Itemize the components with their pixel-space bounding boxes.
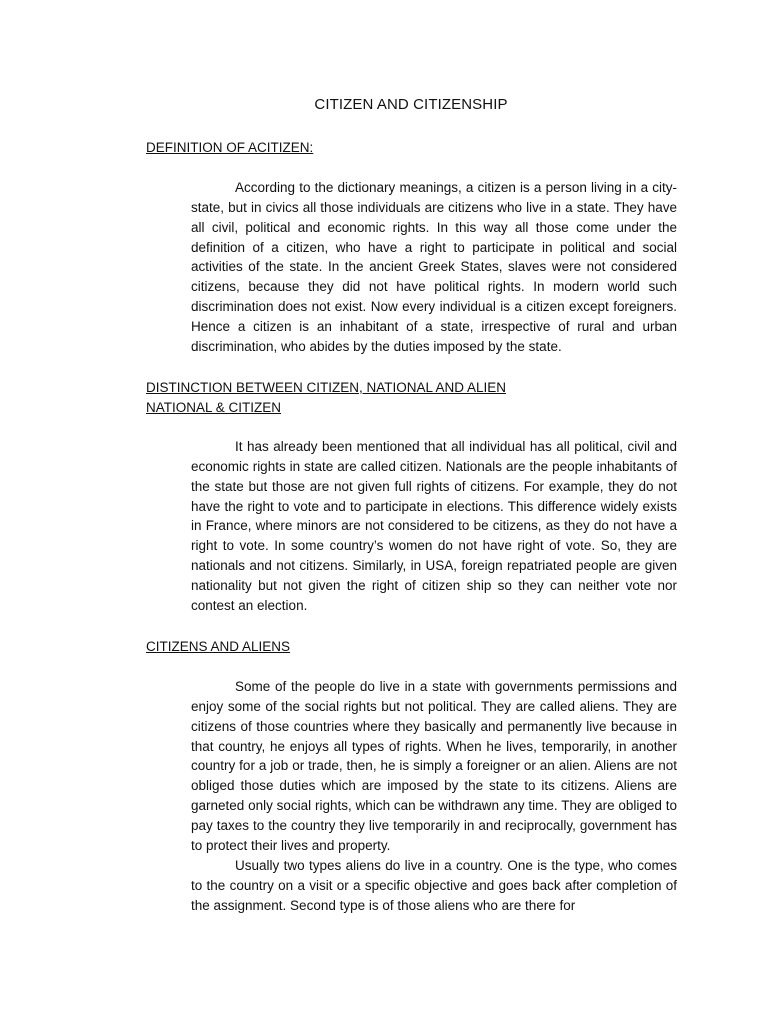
section-heading-distinction: DISTINCTION BETWEEN CITIZEN, NATIONAL AND ALIEN NATIONAL & CITIZEN (146, 380, 507, 415)
paragraph-distinction: It has already been mentioned that all individual has all political, civil and economic rights in state are called citizen. Nationals are the people inhabitants of the state but those are not given full rights of citizens. For example, they do not have the right to vote and to participate in elections. This difference widely exists in France, where minors are not considered to be citizens, as they do not have a right to vote. In some country’s women do not have right of vote. So, they are nationals and not citizens. Similarly, in USA, foreign repatriated people are given nationality but not given the right of citizen ship so they can neither vote nor contest an election. (191, 439, 677, 613)
paragraph-definition: According to the dictionary meanings, a citizen is a person living in a city-state, but in civics all those individuals are citizens who live in a state. They have all civil, political and economic rights. In this way all those come under the definition of a citizen, who have a right to participate in political and social activities of the state. In the ancient Greek States, slaves were not considered citizens, because they did not have political rights. In modern world such discrimination does not exist. Now every individual is a citizen except foreigners. Hence a citizen is an inhabitant of a state, irrespective of rural and urban discrimination, who abides by the duties imposed by the state. (191, 180, 677, 354)
paragraph-citizens-aliens-1: Some of the people do live in a state with governments permissions and enjoy some of the social rights but not political. They are called aliens. They are citizens of those countries where they basically and permanently live because in that country, he enjoys all types of rights. When he lives, temporarily, in another country for a job or trade, then, he is simply a foreigner or an alien. Aliens are not obliged those duties which are imposed by the state to its citizens. Aliens are garneted only social rights, which can be withdrawn any time. They are obliged to pay taxes to the country they live temporarily in and reciprocally, government has to protect their lives and property. (191, 679, 677, 853)
section-heading-definition: DEFINITION OF ACITIZEN: (146, 140, 314, 155)
document-title: CITIZEN AND CITIZENSHIP (314, 96, 508, 113)
paragraph-citizens-aliens-2: Usually two types aliens do live in a country. One is the type, who comes to the country on a visit or a specific objective and goes back after completion of the assignment. Second type is of those aliens who are there for (191, 858, 677, 913)
section-heading-citizens-aliens: CITIZENS AND ALIENS (146, 639, 291, 654)
